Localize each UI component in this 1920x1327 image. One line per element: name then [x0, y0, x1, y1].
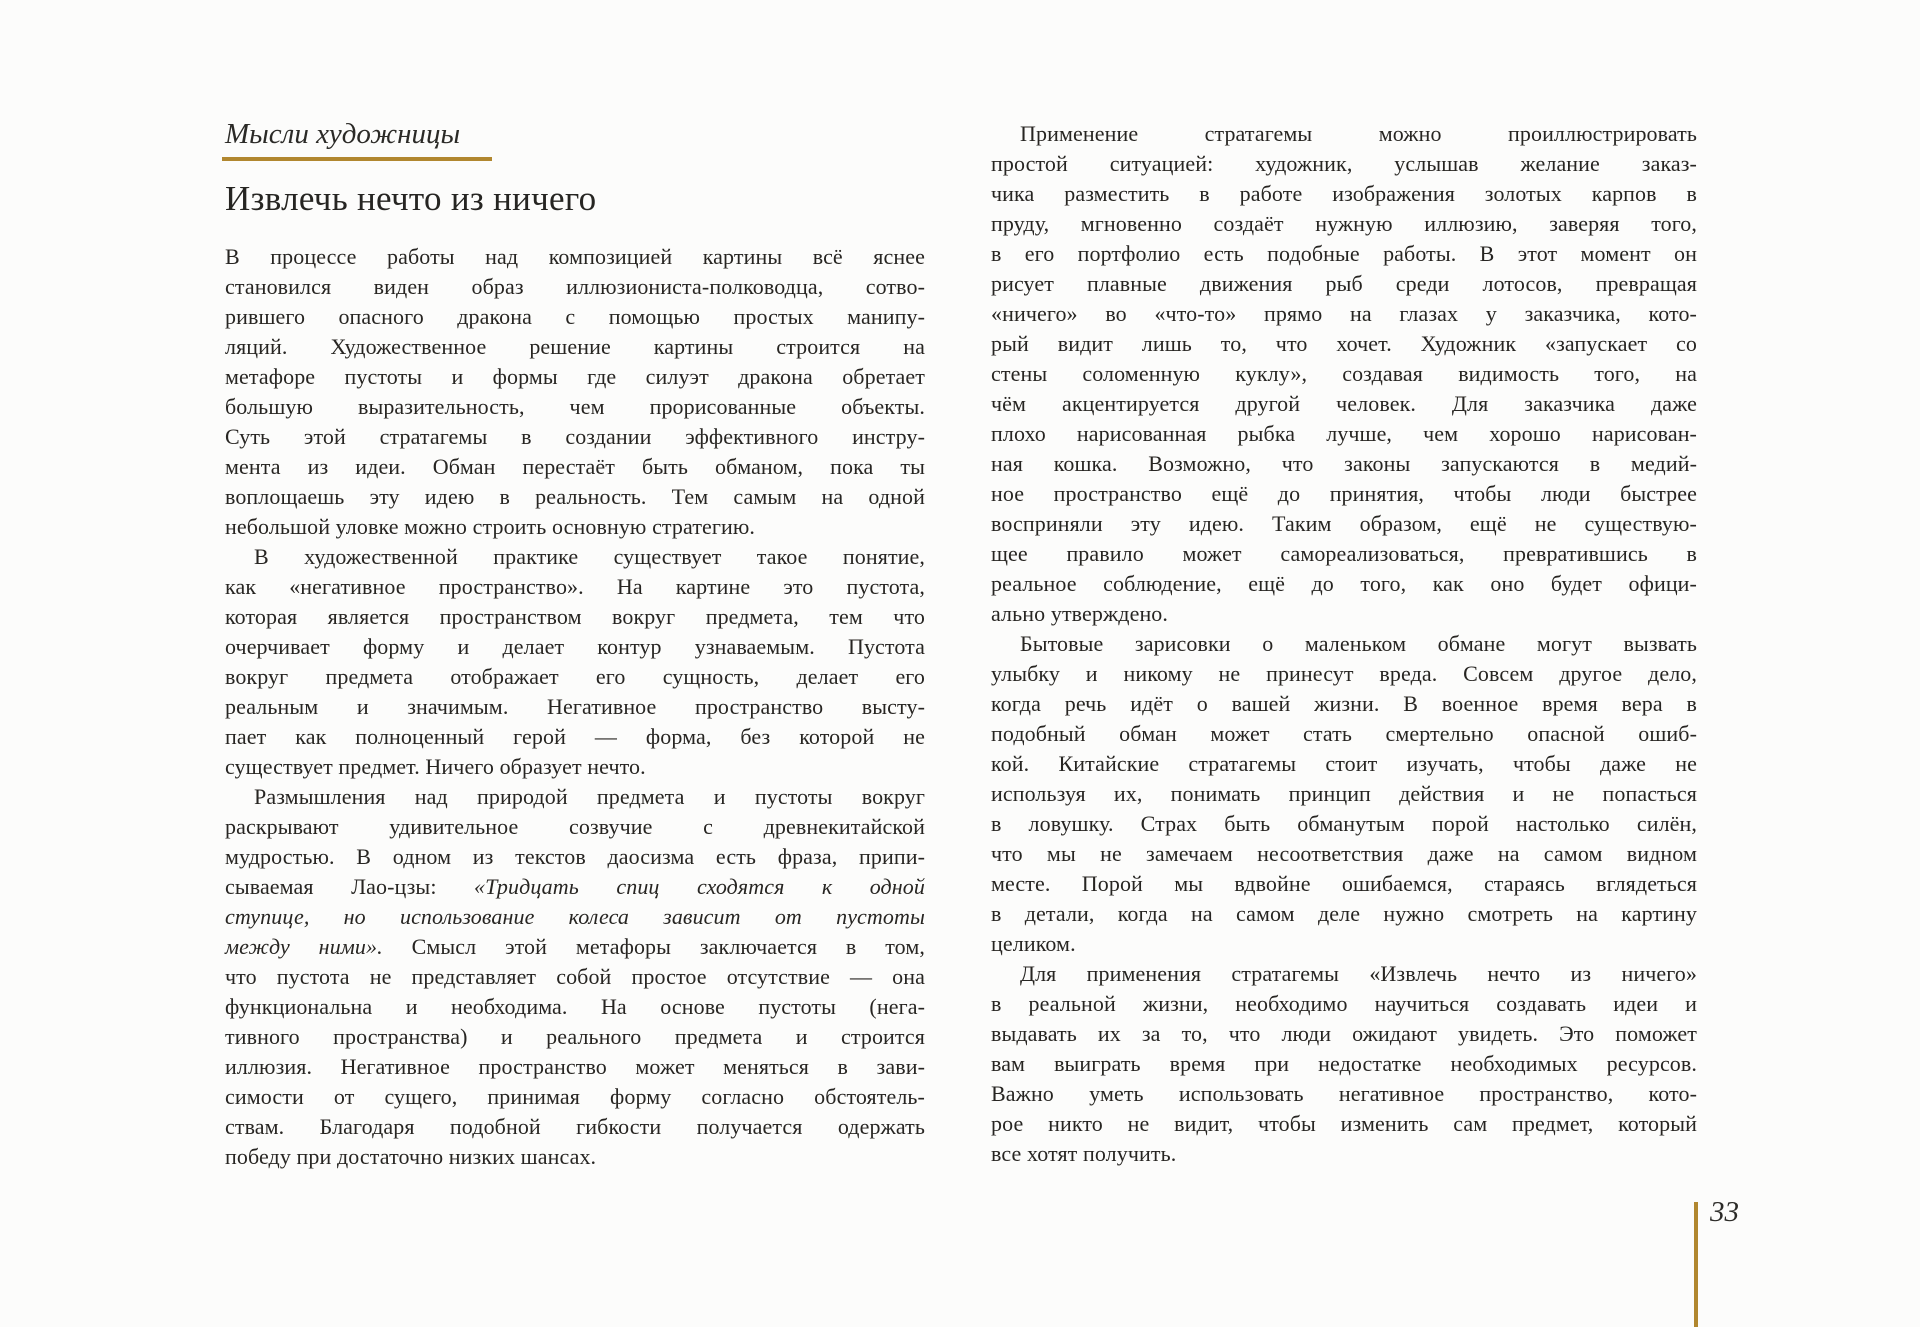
text-line: Применение стратагемы можно проиллюстрировать: [1020, 121, 1697, 146]
text-line: мудростью. В одном из текстов даосизма есть фраза, припи-: [225, 844, 925, 869]
text-line: все хотят получить.: [991, 1141, 1177, 1166]
kicker-underline-rule: [222, 157, 492, 161]
text-line: иллюзия. Негативное пространство может меняться в зави-: [225, 1054, 925, 1079]
text-line: ное пространство ещё до принятия, чтобы люди быстрее: [991, 481, 1697, 506]
text-line: В художественной практике существует такое понятие,: [254, 544, 925, 569]
text-line: становился виден образ иллюзиониста-полководца, сотво-: [225, 274, 925, 299]
text-line: раскрывают удивительное созвучие с древнекитайской: [225, 814, 925, 839]
text-line: вокруг предмета отображает его сущность, делает его: [225, 664, 925, 689]
paragraph: [225, 542, 925, 782]
text-line: существует предмет. Ничего образует нечто.: [225, 754, 646, 779]
text-line: между ними». Смысл этой метафоры заключается в том,: [225, 934, 925, 959]
text-line: метафоре пустоты и формы где силуэт дракона обретает: [225, 364, 925, 389]
text-line: чика разместить в работе изображения золотых карпов в: [991, 181, 1697, 206]
text-line: щее правило может самореализоваться, превратившись в: [991, 541, 1697, 566]
text-line: реальным и значимым. Негативное пространство высту-: [225, 694, 925, 719]
text-line: что мы не замечаем несоответствия даже на самом видном: [991, 841, 1697, 866]
text-line: целиком.: [991, 931, 1076, 956]
text-column-left: [225, 242, 925, 1172]
paragraph: [991, 629, 1697, 959]
text-line: симости от сущего, принимая форму согласно обстоятель-: [225, 1084, 925, 1109]
text-line: выдавать их за то, что люди ожидают увидеть. Это поможет: [991, 1021, 1697, 1046]
text-line: плохо нарисованная рыбка лучше, чем хорошо нарисован-: [991, 421, 1697, 446]
paragraph: [991, 959, 1697, 1169]
text-line: Суть этой стратагемы в создании эффективного инстру-: [225, 424, 925, 449]
text-line: которая является пространством вокруг предмета, тем что: [225, 604, 925, 629]
text-line: Важно уметь использовать негативное пространство, кото-: [991, 1081, 1697, 1106]
page-number: 33: [1710, 1196, 1739, 1228]
text-line: рый видит лишь то, что хочет. Художник «запускает со: [991, 331, 1697, 356]
text-line: улыбку и никому не принесут вреда. Совсем другое дело,: [991, 661, 1697, 686]
text-line: Бытовые зарисовки о маленьком обмане могут вызвать: [1020, 631, 1697, 656]
paragraph: [225, 782, 925, 1172]
text-line: небольшой уловке можно строить основную стратегию.: [225, 514, 756, 539]
text-line: вам выиграть время при недостатке необходимых ресурсов.: [991, 1051, 1697, 1076]
text-line: ально утверждено.: [991, 601, 1169, 626]
chapter-title: Извлечь нечто из ничего: [225, 179, 597, 218]
text-line: ляций. Художественное решение картины строится на: [225, 334, 925, 359]
text-line: в ловушку. Страх быть обманутым порой настолько силён,: [991, 811, 1697, 836]
text-line: стены соломенную куклу», создавая видимость того, на: [991, 361, 1697, 386]
text-line: чём акцентируется другой человек. Для заказчика даже: [991, 391, 1697, 416]
text-line: победу при достаточно низких шансах.: [225, 1144, 597, 1169]
text-line: Для применения стратагемы «Извлечь нечто из ничего»: [1020, 961, 1697, 986]
text-line: сываемая Лао-цзы: «Тридцать спиц сходятся к одной: [225, 874, 925, 899]
text-line: ступице, но использование колеса зависит от пустоты: [225, 904, 925, 929]
text-line: «ничего» во «что-то» прямо на глазах у заказчика, кото-: [991, 301, 1697, 326]
text-line: в реальной жизни, необходимо научиться создавать идеи и: [991, 991, 1697, 1016]
text-line: очерчивает форму и делает контур узнаваемым. Пустота: [225, 634, 925, 659]
text-line: рисует плавные движения рыб среди лотосов, превращая: [991, 271, 1697, 296]
text-line: что пустота не представляет собой простое отсутствие — она: [225, 964, 925, 989]
text-line: пруду, мгновенно создаёт нужную иллюзию, заверяя того,: [991, 211, 1697, 236]
text-line: подобный обман может стать смертельно опасной ошиб-: [991, 721, 1697, 746]
text-line: в его портфолио есть подобные работы. В этот момент он: [991, 241, 1697, 266]
text-line: когда речь идёт о вашей жизни. В военное время вера в: [991, 691, 1697, 716]
text-line: восприняли эту идею. Таким образом, ещё не существую-: [991, 511, 1697, 536]
paragraph: [991, 119, 1697, 629]
text-line: В процессе работы над композицией картины всё яснее: [225, 244, 925, 269]
text-line: простой ситуацией: художник, услышав желание заказ-: [991, 151, 1697, 176]
text-column-right: [991, 119, 1697, 1169]
paragraph: [225, 242, 925, 542]
text-line: пает как полноценный герой — форма, без которой не: [225, 724, 925, 749]
text-line: ствам. Благодаря подобной гибкости получается одержать: [225, 1114, 925, 1139]
text-line: мента из идеи. Обман перестаёт быть обманом, пока ты: [225, 454, 925, 479]
text-line: как «негативное пространство». На картине это пустота,: [225, 574, 925, 599]
text-line: большую выразительность, чем прорисованные объекты.: [225, 394, 925, 419]
text-line: воплощаешь эту идею в реальность. Тем самым на одной: [225, 484, 925, 509]
text-line: тивного пространства) и реального предмета и строится: [225, 1024, 925, 1049]
section-kicker: Мысли художницы: [225, 118, 461, 150]
text-line: рившего опасного дракона с помощью простых манипу-: [225, 304, 925, 329]
text-line: Размышления над природой предмета и пустоты вокруг: [254, 784, 925, 809]
folio-rule: [1694, 1202, 1698, 1327]
text-line: в детали, когда на самом деле нужно смотреть на картину: [991, 901, 1697, 926]
text-line: функциональна и необходима. На основе пустоты (нега-: [225, 994, 925, 1019]
text-line: рое никто не видит, чтобы изменить сам предмет, который: [991, 1111, 1697, 1136]
text-line: ная кошка. Возможно, что законы запускаются в медий-: [991, 451, 1697, 476]
text-line: месте. Порой мы вдвойне ошибаемся, стараясь вглядеться: [991, 871, 1697, 896]
text-line: реальное соблюдение, ещё до того, как оно будет офици-: [991, 571, 1697, 596]
text-line: кой. Китайские стратагемы стоит изучать, чтобы даже не: [991, 751, 1697, 776]
text-line: используя их, понимать принцип действия и не попасться: [991, 781, 1697, 806]
